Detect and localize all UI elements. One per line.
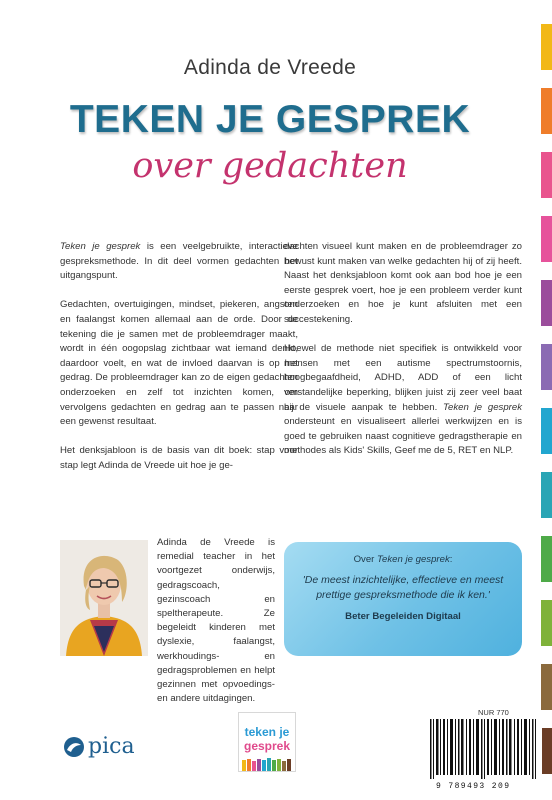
publisher-name: pica xyxy=(88,734,135,759)
text-column-left xyxy=(60,240,298,488)
colour-tabs xyxy=(541,0,552,800)
colour-tab xyxy=(541,280,552,326)
book-subtitle: over gedachten xyxy=(132,146,408,186)
publisher-logo xyxy=(63,734,135,759)
colour-tab xyxy=(541,728,552,774)
isbn-number: 9 789493 209 xyxy=(436,782,511,791)
colour-tab xyxy=(541,152,552,198)
paragraph: Teken je gesprek is een veelgebruikte, interactieve gespreksmethode. In dit deel vormen gedachten het uitgangspunt. xyxy=(60,241,298,282)
colour-tab xyxy=(541,472,552,518)
colour-tab xyxy=(541,344,552,390)
colour-tab xyxy=(541,216,552,262)
quote-text: 'De meest inzichtelijke, effectieve en meest prettige gespreksmethode die ik ken.' xyxy=(302,574,504,601)
barcode xyxy=(428,719,542,779)
pica-icon xyxy=(63,736,85,758)
text-column-right xyxy=(284,240,522,474)
quote-heading: Over Teken je gesprek: xyxy=(353,554,453,565)
colour-tab xyxy=(541,24,552,70)
book-title: TEKEN JE GESPREK xyxy=(69,98,471,141)
series-logo: teken je gesprek xyxy=(238,712,296,772)
author-bio: Adinda de Vreede is remedial teacher in het voortgezet onderwijs, gedragscoach, gezinscoach en speltherapeute. Ze begeleidt kinderen met dyslexie, faalangst, werkhoudings- en gedragsproblemen en helpt gezinnen met opvoedings- en andere uitdagingen. xyxy=(157,537,275,705)
author-photo xyxy=(60,540,148,656)
colour-tab xyxy=(541,664,552,710)
colour-tab xyxy=(541,408,552,454)
quote-box xyxy=(284,542,522,656)
paragraph: Het denksjabloon is de basis van dit boek: stap voor stap legt Adinda de Vreede uit hoe je ge- xyxy=(60,445,298,471)
nur-code: NUR 770 xyxy=(478,708,509,717)
paragraph: Hoewel de methode niet specifiek is ontwikkeld voor mensen met een autisme spectrumstoornis, hoogbegaafdheid, ADHD, ADD of een licht verstandelijke beperking, blijken juist zij zeer veel baat bij de visuele aanpak te hebben. Teken je gesprek ondersteunt en visualiseert allerlei werkwijzen en is goed te gebruiken naast cognitieve gedragstherapie en methodes als Kids' Skills, Geef me de 5, RET en NLP. xyxy=(284,343,522,457)
paragraph: dachten visueel kunt maken en de probleemdrager zo bewust kunt maken van welke gedachten hij of zij heeft. Naast het denksjabloon komt ook aan bod hoe je een eerste gesprek voert, hoe je een probleem verder kunt onderzoeken en hoe je kunt afsluiten met een succestekening. xyxy=(284,241,522,325)
colour-tab xyxy=(541,536,552,582)
quote-source: Beter Begeleiden Digitaal xyxy=(345,611,461,622)
paragraph: Gedachten, overtuigingen, mindset, piekeren, angsten en faalangst komen allemaal aan de orde. Door de tekening die je samen met de probleemdrager maakt, wordt in één oogopslag zichtbaar wat iemand denkt, daardoor voelt, en wat de invloed daarvan is op het gedrag. De probleemdrager kan zo de eigen gedachten onderzoeken en zelf tot inzichten komen, om vervolgens gedachten en gedrag aan te passen naar een gewenst resultaat. xyxy=(60,299,298,428)
colour-tab xyxy=(541,88,552,134)
pencils-icon xyxy=(239,757,295,771)
colour-tab xyxy=(541,600,552,646)
author-name: Adinda de Vreede xyxy=(183,56,357,79)
